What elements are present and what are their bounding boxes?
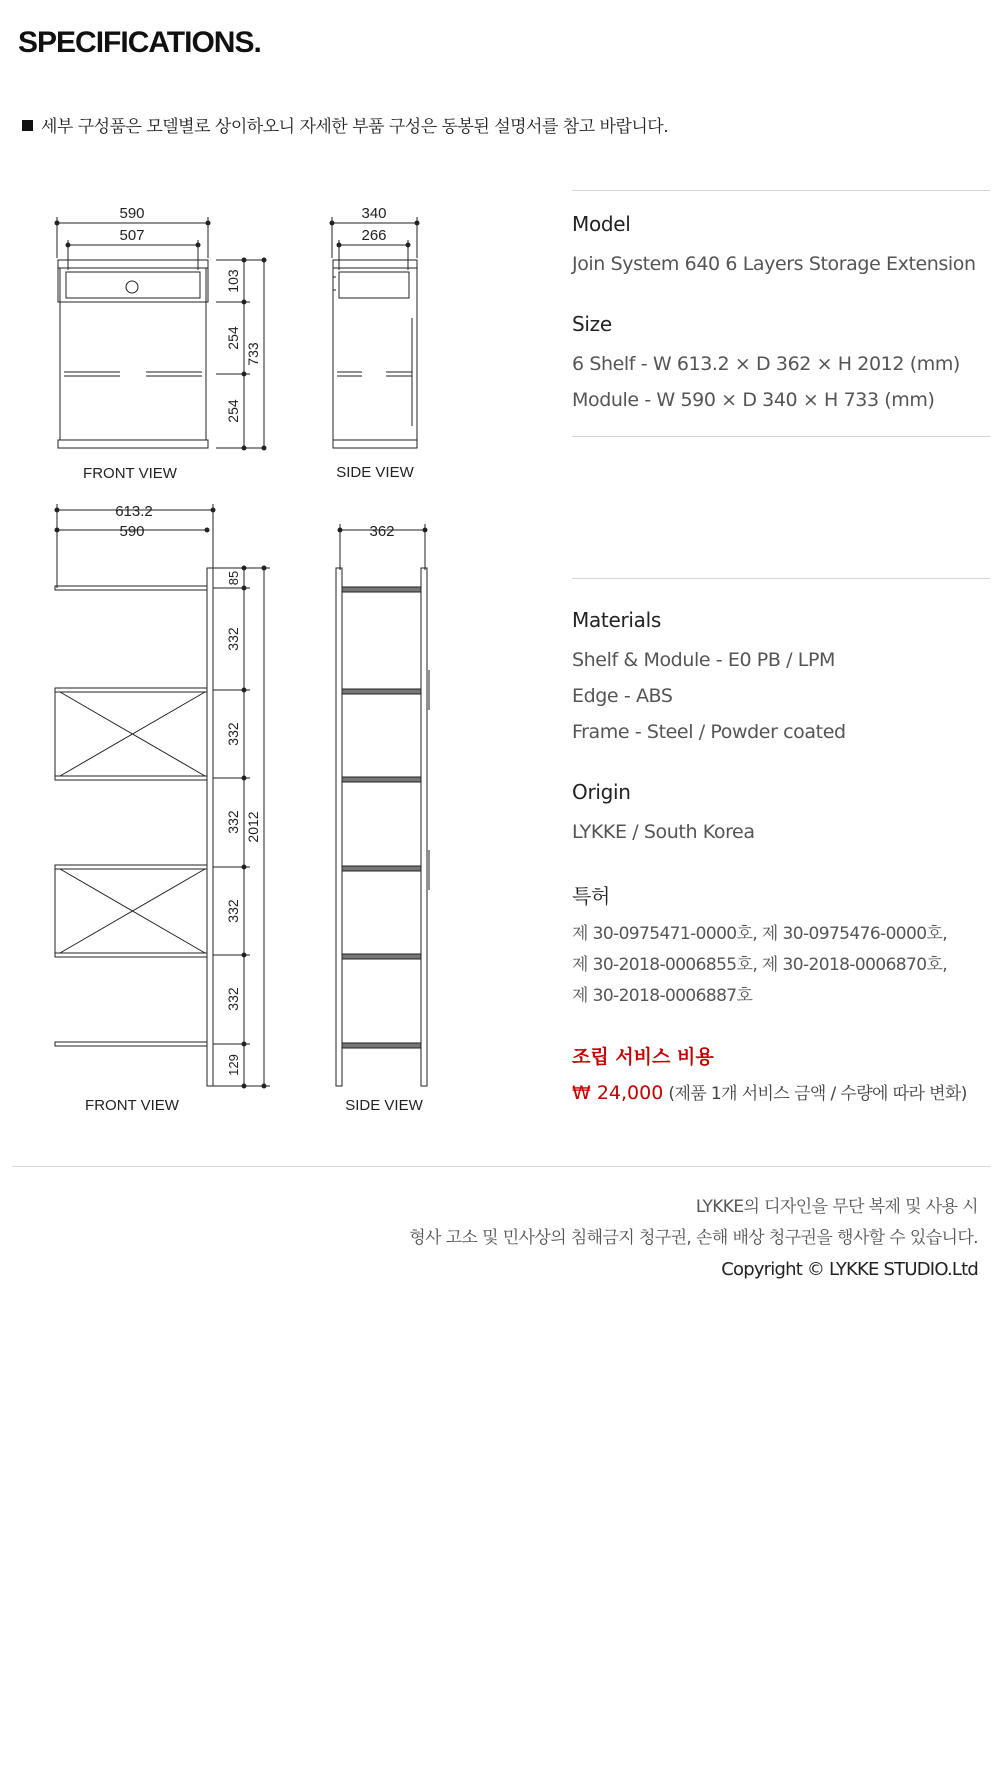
module-side-caption: SIDE VIEW <box>336 464 414 481</box>
spec-materials-label: Materials <box>572 608 661 632</box>
module-side-depth-inner-label: 266 <box>361 227 387 244</box>
shelf-front-s1-label: 332 <box>225 627 241 651</box>
shelf-front-s2-label: 332 <box>225 722 241 746</box>
shelf-front-caption: FRONT VIEW <box>85 1097 179 1114</box>
divider <box>572 436 990 437</box>
module-side-depth-outer-label: 340 <box>361 205 387 222</box>
footer-divider <box>12 1166 990 1167</box>
shelf-front-s3-label: 332 <box>225 810 241 834</box>
divider <box>572 190 990 191</box>
spec-materials-line3: Frame - Steel / Powder coated <box>572 721 846 743</box>
module-front-h2-label: 254 <box>225 326 241 350</box>
spec-origin-value: LYKKE / South Korea <box>572 821 755 843</box>
module-front-h1-label: 103 <box>225 269 241 293</box>
module-front-h3-label: 254 <box>225 399 241 423</box>
spec-origin <box>572 780 990 850</box>
spec-model-value: Join System 640 6 Layers Storage Extension <box>572 253 976 275</box>
square-bullet-icon <box>22 120 33 131</box>
spec-model <box>572 212 990 282</box>
page-title: SPECIFICATIONS. <box>18 26 261 59</box>
shelf-front-top-label: 85 <box>226 570 241 586</box>
spec-patent-line3: 제 30-2018-0006887호 <box>572 986 753 1006</box>
spec-size-line1: 6 Shelf - W 613.2 × D 362 × H 2012 (mm) <box>572 353 960 375</box>
assembly-service-price: ₩ 24,000 <box>572 1082 664 1104</box>
technical-drawing <box>0 190 540 1120</box>
spec-size-label: Size <box>572 312 612 336</box>
assembly-service-note: (제품 1개 서비스 금액 / 수량에 따라 변화) <box>668 1084 967 1104</box>
module-front-height-label: 733 <box>245 342 261 366</box>
footer-line1: LYKKE의 디자인을 무단 복제 및 사용 시 <box>695 1197 978 1217</box>
module-front-caption: FRONT VIEW <box>83 465 177 482</box>
footer <box>409 1192 978 1285</box>
spec-size <box>572 312 990 418</box>
notice <box>22 112 668 137</box>
spec-patent-line1: 제 30-0975471-0000호, 제 30-0975476-0000호, <box>572 924 948 944</box>
spec-materials <box>572 608 990 750</box>
shelf-front-height-label: 2012 <box>245 811 261 843</box>
spec-materials-line2: Edge - ABS <box>572 685 673 707</box>
copyright: Copyright © LYKKE STUDIO.Ltd <box>721 1259 978 1280</box>
divider <box>572 578 990 579</box>
shelf-side-depth-label: 362 <box>369 523 395 540</box>
spec-patent <box>572 880 990 1012</box>
spec-patent-line2: 제 30-2018-0006855호, 제 30-2018-0006870호, <box>572 955 948 975</box>
spec-patent-label: 특허 <box>572 884 611 908</box>
module-front-width-outer-label: 590 <box>119 205 145 222</box>
shelf-front-s5-label: 332 <box>225 987 241 1011</box>
spec-materials-line1: Shelf & Module - E0 PB / LPM <box>572 649 836 671</box>
spec-model-label: Model <box>572 212 631 236</box>
shelf-front-s4-label: 332 <box>225 899 241 923</box>
shelf-front-width-inner-label: 590 <box>119 523 145 540</box>
module-front-width-inner-label: 507 <box>119 227 145 244</box>
shelf-front-width-outer-label: 613.2 <box>115 503 153 520</box>
footer-line2: 형사 고소 및 민사상의 침해금지 청구권, 손해 배상 청구권을 행사할 수 있습니다. <box>409 1228 978 1248</box>
assembly-service <box>572 1042 990 1104</box>
shelf-front-bottom-label: 129 <box>226 1054 241 1076</box>
notice-text: 세부 구성품은 모델별로 상이하오니 자세한 부품 구성은 동봉된 설명서를 참고 바랍니다. <box>41 117 669 137</box>
spec-size-line2: Module - W 590 × D 340 × H 733 (mm) <box>572 389 935 411</box>
shelf-side-caption: SIDE VIEW <box>345 1097 423 1114</box>
assembly-service-label: 조립 서비스 비용 <box>572 1046 714 1068</box>
spec-origin-label: Origin <box>572 780 631 804</box>
